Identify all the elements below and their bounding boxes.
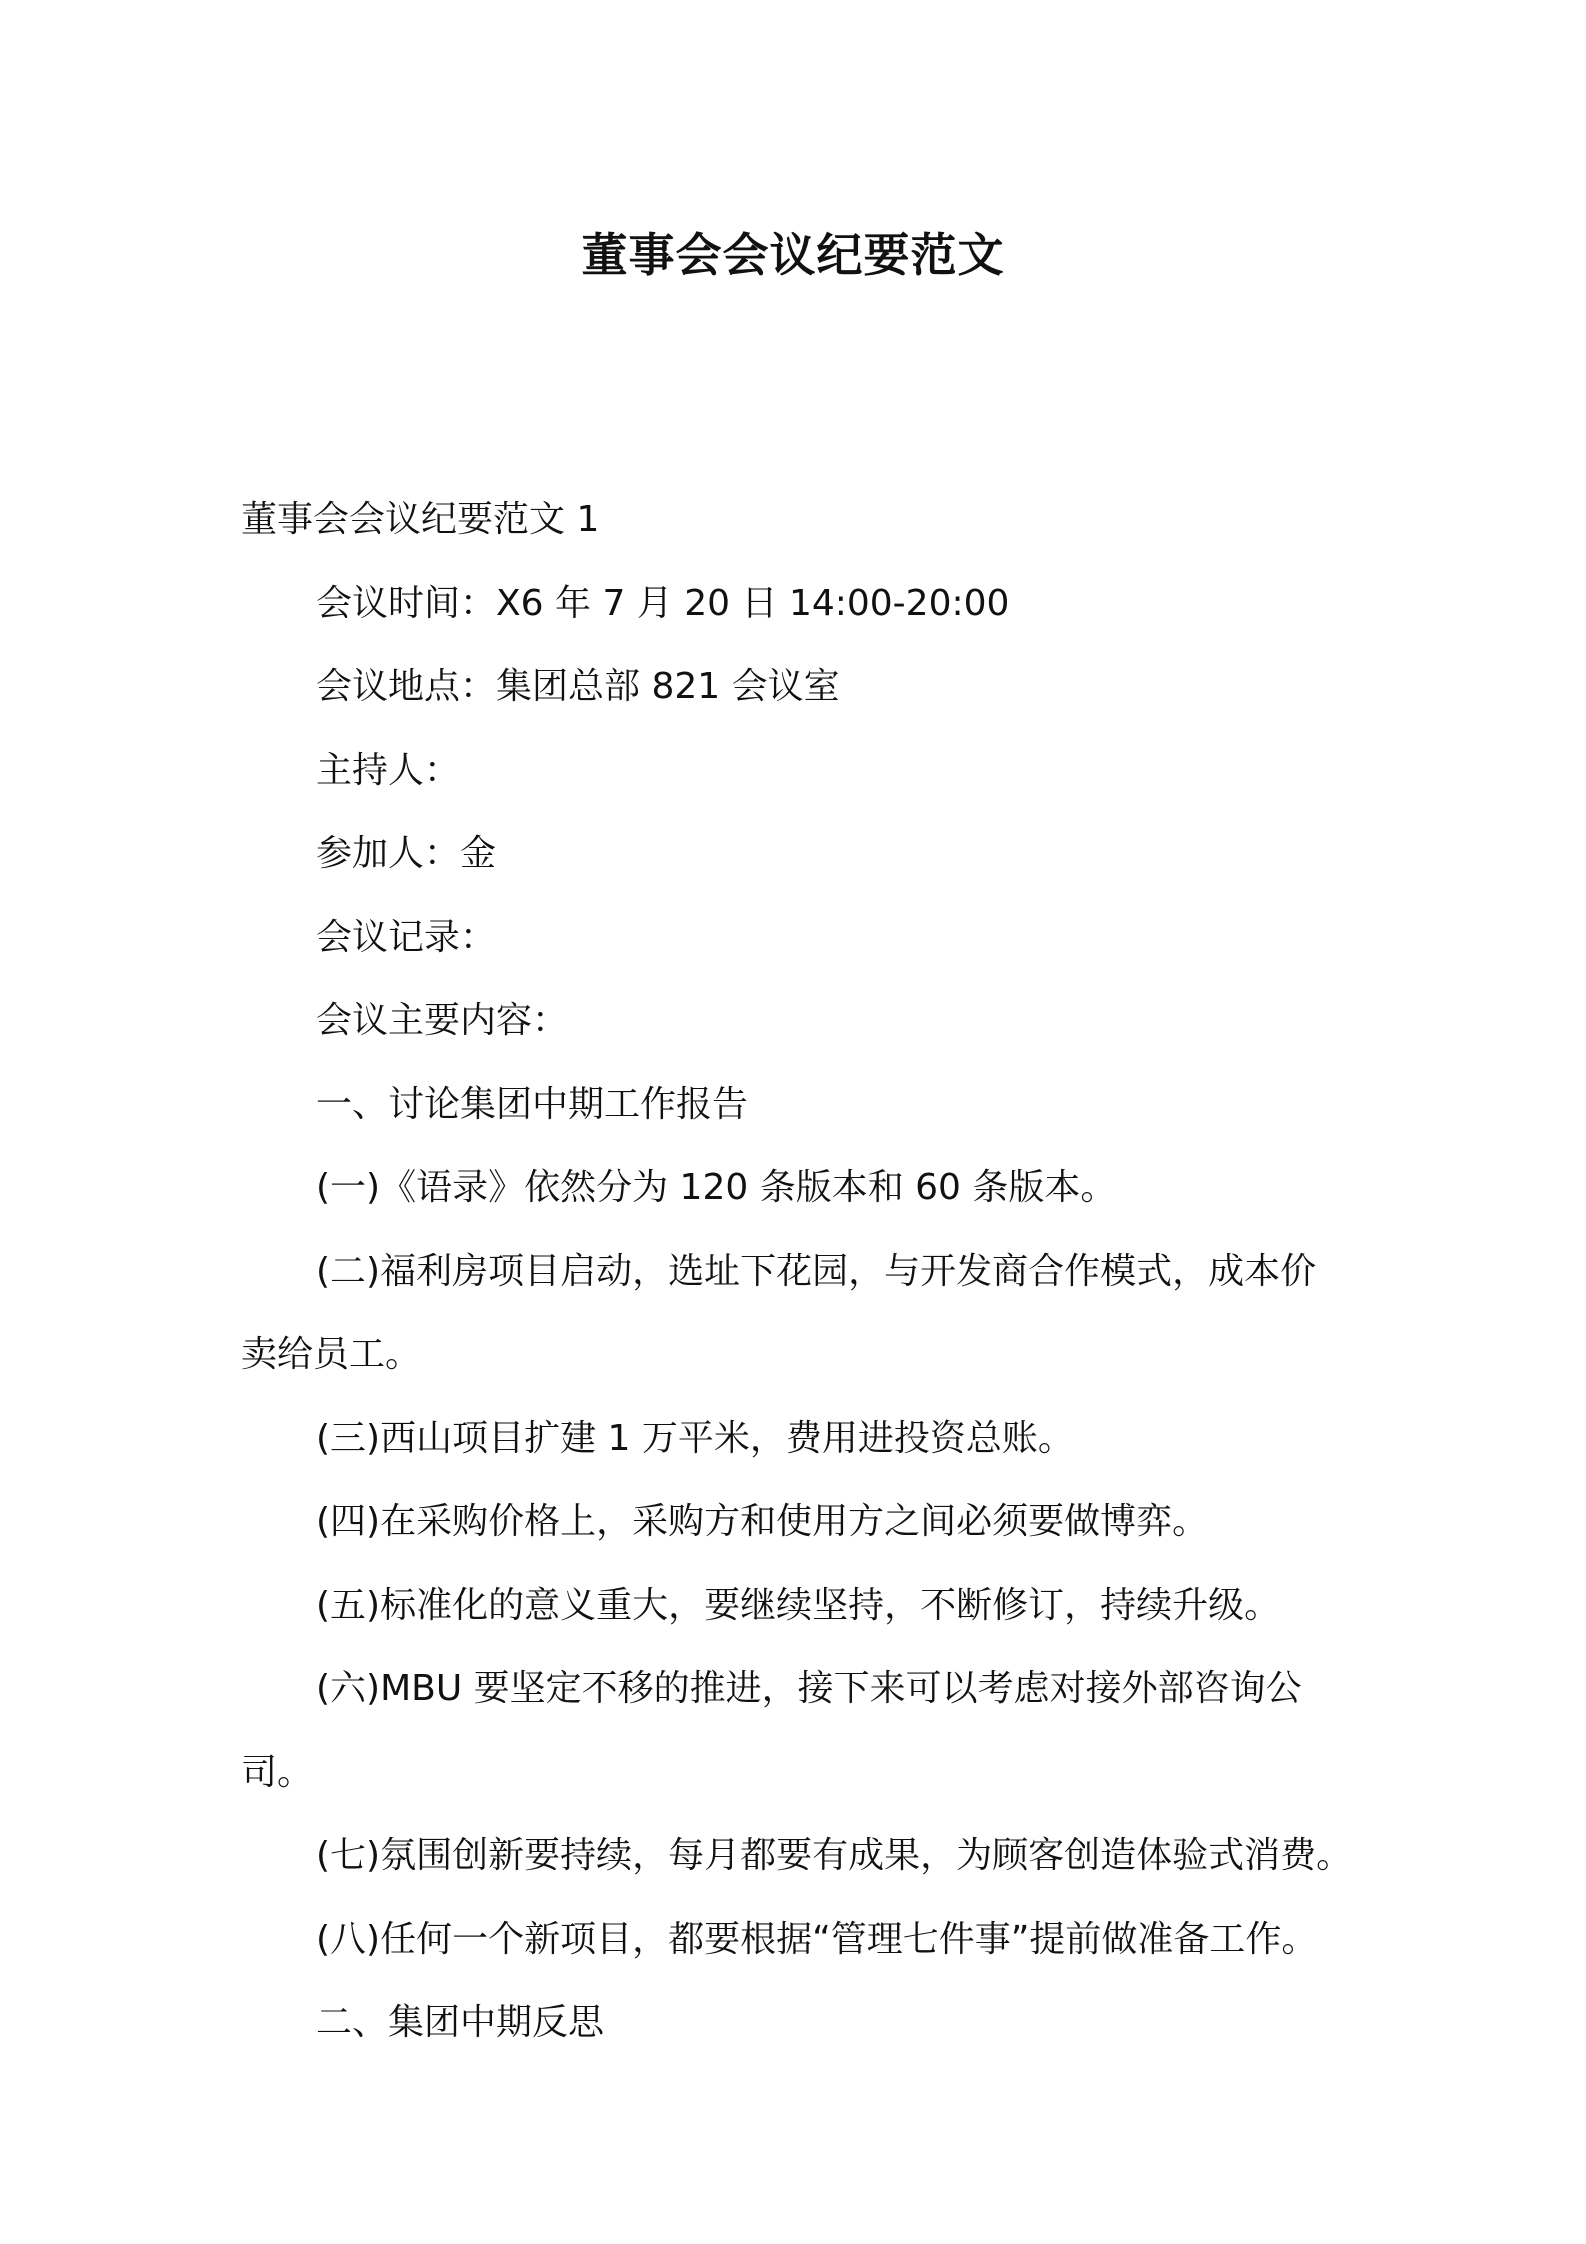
meeting-time: 会议时间：X6 年 7 月 20 日 14:00-20:00 [316,582,1010,624]
list-item: (五)标准化的意义重大，要继续坚持，不断修订，持续升级。 [316,1584,1281,1626]
part-one-heading: 一、讨论集团中期工作报告 [316,1083,749,1125]
list-item: (六)MBU 要坚定不移的推进，接下来可以考虑对接外部咨询公 [316,1668,1302,1709]
meeting-host: 主持人： [316,749,461,791]
meeting-place: 会议地点：集团总部 821 会议室 [316,666,840,707]
list-item-continuation: 司。 [241,1751,314,1793]
part-two-heading: 二、集团中期反思 [316,2002,605,2043]
meeting-content-label: 会议主要内容： [316,1000,569,1041]
document-body [241,478,1361,2065]
document-title: 董事会会议纪要范文 [581,228,1005,282]
list-item: (二)福利房项目启动，选址下花园，与开发商合作模式，成本价 [316,1250,1317,1292]
list-item-continuation: 卖给员工。 [241,1334,422,1375]
list-item: (四)在采购价格上，采购方和使用方之间必须要做博弈。 [316,1501,1209,1542]
section-heading: 董事会会议纪要范文 1 [241,499,600,540]
meeting-recorder: 会议记录： [316,916,497,958]
list-item: (八)任何一个新项目，都要根据“管理七件事”提前做准备工作。 [316,1918,1318,1960]
meeting-attendees: 参加人：金 [316,833,497,874]
list-item: (七)氛围创新要持续，每月都要有成果，为顾客创造体验式消费。 [316,1835,1353,1876]
list-item: (一)《语录》依然分为 120 条版本和 60 条版本。 [316,1167,1117,1208]
list-item: (三)西山项目扩建 1 万平米，费用进投资总账。 [316,1417,1074,1459]
